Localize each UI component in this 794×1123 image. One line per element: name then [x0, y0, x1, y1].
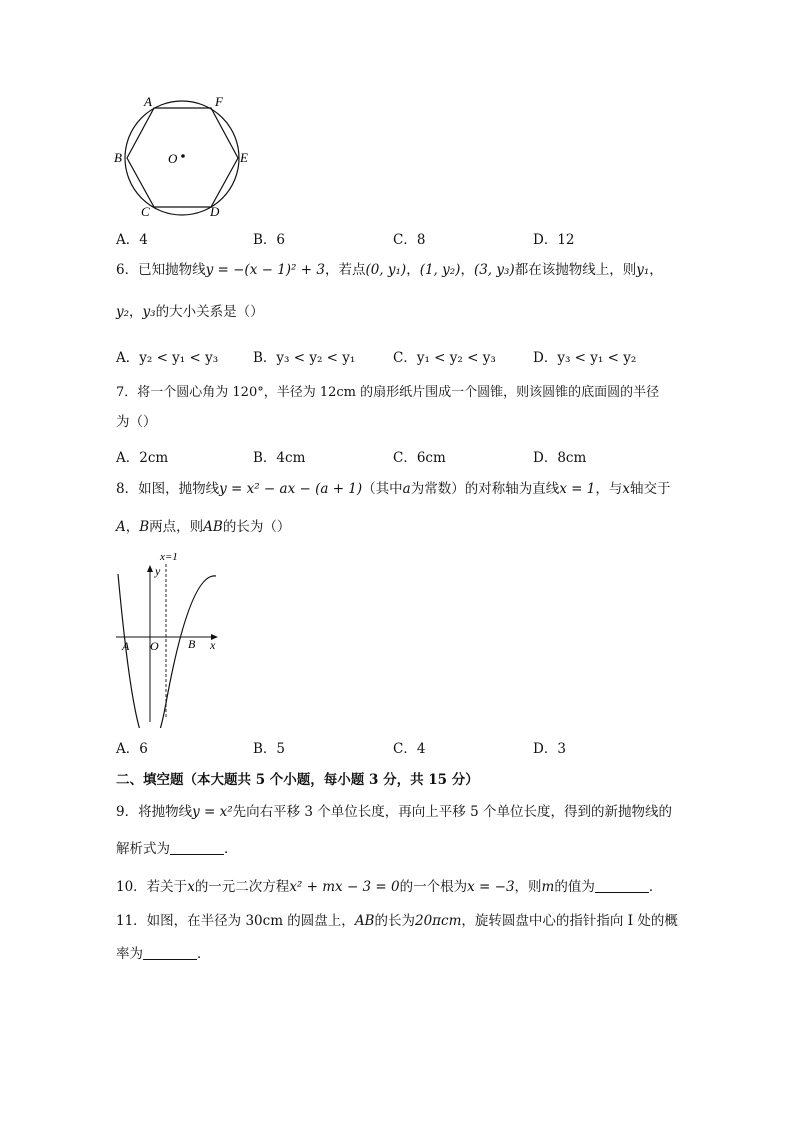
q6-line2-text: 的大小关系是（）: [155, 304, 264, 320]
q8-line2: [116, 518, 290, 536]
q9-text-a: 9．将抛物线: [116, 804, 193, 820]
q6-comma: ，: [649, 262, 663, 278]
q8-line2-end: 的长为（）: [222, 519, 291, 535]
q9-function: y = x²: [192, 804, 233, 820]
q6-function: y = −(x − 1)² + 3: [205, 262, 325, 278]
q8-line2-AB: AB: [203, 519, 223, 535]
q9-line2: [116, 840, 238, 858]
q11-text-b: 的长为: [374, 913, 415, 929]
q8-option-c: C．4: [393, 741, 426, 757]
q10-x: x: [187, 879, 195, 895]
q11-line2-text: 率为: [116, 946, 143, 962]
q6-sep-2: ，: [460, 262, 474, 278]
hexagon-circle-figure: [110, 92, 260, 222]
q5-option-c: C．8: [393, 232, 426, 248]
q8-line2-B: B: [139, 519, 150, 535]
q11-end: ．: [197, 946, 211, 962]
q8-line2-A: A: [116, 519, 126, 535]
q10-text-c: 的一个根为: [399, 879, 468, 895]
q11-line1: [116, 912, 678, 930]
label-F: F: [215, 94, 223, 109]
circumcircle: [125, 101, 239, 215]
q6-number: 6．: [116, 262, 139, 278]
q6-line2: [116, 303, 264, 321]
q10-text-b: 的一元二次方程: [194, 879, 290, 895]
label-E: E: [240, 150, 248, 165]
label-O: O: [150, 639, 159, 653]
q6-line2-mid: ，: [129, 304, 143, 320]
label-x: x: [210, 638, 216, 652]
q10-equation: x² + mx − 3 = 0: [289, 879, 400, 895]
y-axis-arrow: [147, 565, 153, 572]
q8-line1: [116, 480, 670, 498]
q6-line2-y3: y₃: [142, 304, 156, 320]
q6-option-c: C．y₁ < y₂ < y₃: [393, 350, 496, 366]
label-A: A: [144, 94, 152, 109]
q8-line2-sep: ，: [125, 519, 140, 535]
q8-text-e: 轴交于: [629, 481, 671, 497]
q11-text-a: 11．如图，在半径为 30cm 的圆盘上，: [116, 913, 355, 929]
label-y: y: [155, 564, 161, 578]
q8-text-d: ，与: [595, 481, 623, 497]
q9-answer-blank[interactable]: [170, 840, 224, 855]
q10-text-a: 10．若关于: [116, 879, 188, 895]
q7-option-b: B．4cm: [253, 450, 306, 466]
q6-text-c: 都在该抛物线上，则: [514, 262, 637, 278]
q10-answer-blank[interactable]: [595, 878, 649, 893]
q6-text-a: 已知抛物线: [138, 262, 206, 278]
label-B: B: [188, 637, 196, 651]
q6-text-b: ，若点: [324, 262, 366, 278]
q8-function: y = x² − ax − (a + 1): [219, 481, 363, 497]
q6-point-1: (0, y₁): [365, 262, 407, 278]
parabola-curve: [118, 574, 216, 728]
q6-line1: [116, 261, 663, 279]
q9-end: ．: [224, 841, 238, 857]
q8-option-a: A．6: [116, 741, 148, 757]
q10-end: ．: [648, 879, 663, 895]
q8-option-b: B．5: [253, 741, 286, 757]
q10-text-d: ，则: [514, 879, 542, 895]
q6-option-a: A．y₂ < y₁ < y₃: [116, 350, 219, 366]
q11-line2: [116, 945, 211, 963]
q8-text-a: 8．如图，抛物线: [116, 481, 220, 497]
label-A: A: [122, 639, 130, 653]
q5-option-d: D．12: [533, 232, 575, 248]
label-O: O: [168, 151, 178, 166]
q10-text-e: 的值为: [554, 879, 595, 895]
q11-AB: AB: [354, 913, 375, 929]
q8-text-b: （其中: [362, 481, 403, 497]
label-C: C: [141, 204, 150, 219]
q9-text-b: 先向右平移 3 个单位长度，再向上平移 5 个单位长度，得到的新抛物线的: [232, 804, 672, 820]
q9-line2-text: 解析式为: [116, 841, 170, 857]
q8-axis: x = 1: [559, 481, 596, 497]
q8-x: x: [622, 481, 630, 497]
label-D: D: [210, 204, 220, 219]
label-axis: x=1: [160, 551, 178, 563]
q6-point-2: (1, y₂): [419, 262, 461, 278]
q6-option-d: D．y₃ < y₁ < y₂: [533, 350, 637, 366]
q6-point-3: (3, y₃): [473, 262, 515, 278]
q5-option-a: A．4: [116, 232, 148, 248]
q11-answer-blank[interactable]: [143, 945, 197, 960]
q8-a: a: [402, 481, 411, 497]
q6-option-b: B．y₃ < y₂ < y₁: [253, 350, 356, 366]
q10-m: m: [541, 879, 555, 895]
q11-length: 20πcm: [414, 913, 462, 929]
q7-line1: 7．将一个圆心角为 120°，半径为 12cm 的扇形纸片围成一个圆锥，则该圆锥的底面圆的半径: [116, 385, 660, 400]
q5-option-b: B．6: [253, 232, 286, 248]
q7-option-d: D．8cm: [533, 450, 587, 466]
q7-option-c: C．6cm: [393, 450, 446, 466]
q6-y1: y₁: [636, 262, 650, 278]
center-dot: [181, 154, 185, 158]
q10-line: [116, 878, 662, 896]
q7-line2: 为（）: [116, 414, 157, 430]
q8-text-c: 为常数）的对称轴为直线: [410, 481, 560, 497]
parabola-figure: [110, 548, 230, 728]
q8-option-d: D．3: [533, 741, 566, 757]
q6-sep-1: ，: [406, 262, 420, 278]
q9-line1: [116, 803, 672, 821]
q7-option-a: A．2cm: [116, 450, 169, 466]
q10-root: x = −3: [467, 879, 515, 895]
q8-line2-text: 两点，则: [149, 519, 204, 535]
label-B: B: [114, 150, 122, 165]
section-2-title: 二、填空题（本大题共 5 个小题，每小题 3 分，共 15 分）: [116, 772, 479, 788]
q11-text-c: ，旋转圆盘中心的指针指向 I 处的概: [461, 913, 678, 929]
q6-line2-y2: y₂: [116, 304, 130, 320]
